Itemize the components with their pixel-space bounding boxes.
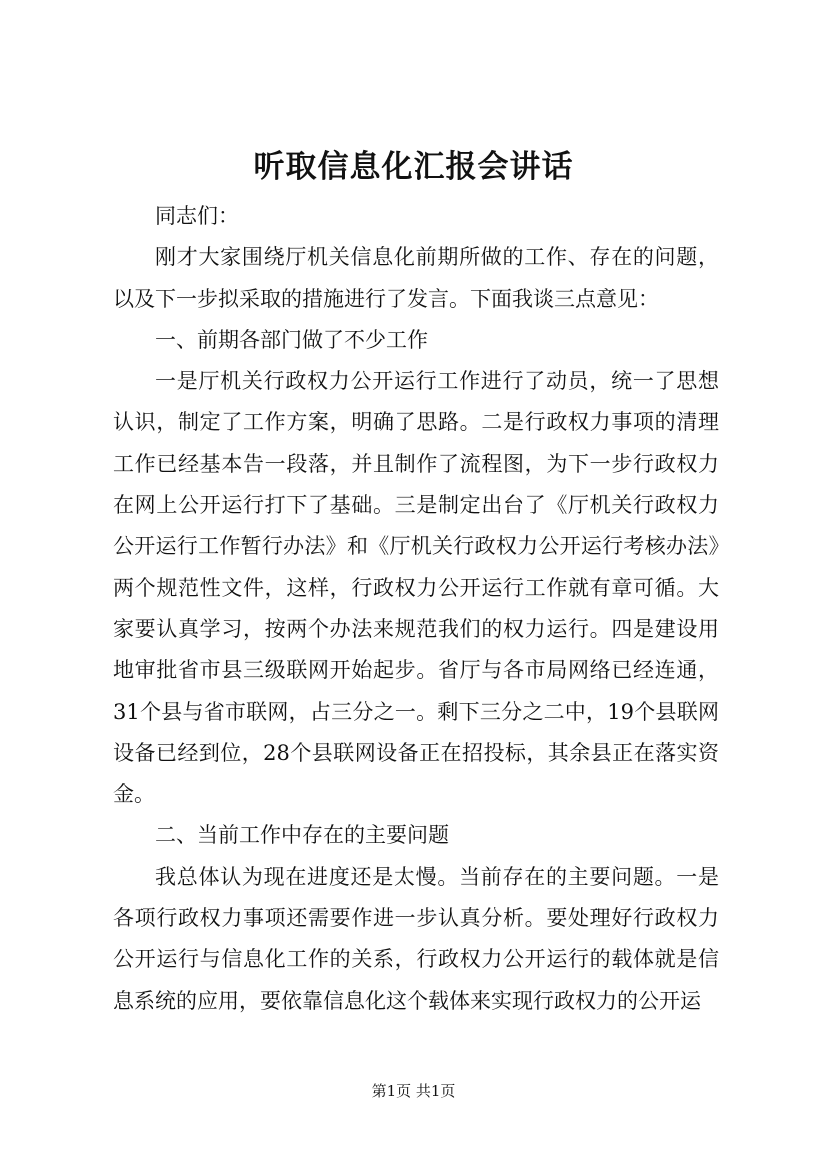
section-1-paragraph: 一是厅机关行政权力公开运行工作进行了动员，统一了思想认识，制定了工作方案，明确了思路。二是行政权力事项的清理工作已经基本告一段落，并且制作了流程图，为下一步行政权力在网上公开运行打下了基础。三是制定出台了《厅机关行政权力公开运行工作暂行办法》和《厅机关行政权力公开运行考核办法》两个规范性文件，这样，行政权力公开运行工作就有章可循。大家要认真学习，按两个办法来规范我们的权力运行。四是建设用地审批省市县三级联网开始起步。省厅与各市局网络已经连通，31个县与省市联网，占三分之一。剩下三分之二中，19个县联网设备已经到位，28个县联网设备正在招投标，其余县正在落实资金。 — [113, 369, 719, 807]
page-footer: 第1页 共1页 — [371, 1082, 456, 1100]
section-heading-1: 一、前期各部门做了不少工作 — [155, 327, 428, 352]
intro-paragraph: 刚才大家围绕厅机关信息化前期所做的工作、存在的问题，以及下一步拟采取的措施进行了发言。下面我谈三点意见： — [113, 245, 719, 311]
section-2-paragraph: 我总体认为现在进度还是太慢。当前存在的主要问题。一是各项行政权力事项还需要作进一步认真分析。要处理好行政权力公开运行与信息化工作的关系，行政权力公开运行的载体就是信息系统的应用，要依靠信息化这个载体来实现行政权力的公开运 — [113, 864, 719, 1013]
section-heading-2: 二、当前工作中存在的主要问题 — [155, 823, 449, 848]
document-title: 听取信息化汇报会讲话 — [253, 149, 574, 185]
document-body — [113, 196, 719, 1022]
salutation-paragraph: 同志们： — [155, 204, 239, 228]
